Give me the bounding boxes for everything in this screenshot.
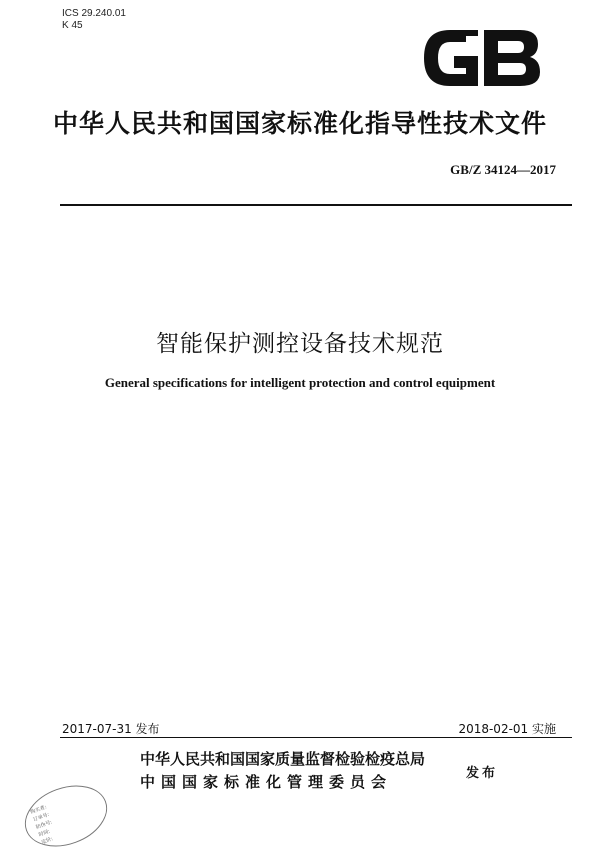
standard-number: GB/Z 34124—2017 — [450, 162, 556, 177]
footer-divider — [60, 737, 572, 738]
classification-codes — [62, 8, 126, 32]
stamp-line-3: 防伪号: — [35, 819, 53, 831]
organization-title: 中华人民共和国国家标准化指导性技术文件 — [52, 109, 547, 138]
purchase-stamp — [20, 778, 112, 848]
stamp-line-1: 购买者: — [29, 804, 48, 816]
gb-logo-b — [484, 30, 540, 86]
gb-logo — [420, 26, 544, 90]
issue-date: 2017-07-31 发布 — [62, 722, 160, 736]
issue-action: 发布 — [466, 766, 499, 781]
document-title-en: General specifications for intelligent protection and control equipment — [104, 375, 496, 390]
stamp-line-5: 定价: — [40, 836, 54, 846]
stamp-line-4: 时间: — [37, 828, 52, 839]
stamp-line-2: 订单号: — [32, 811, 51, 824]
issuer-aqsiq: 中华人民共和国国家质量监督检验检疫总局 — [140, 750, 426, 768]
issuer-sac: 中国国家标准化管理委员会 — [140, 773, 393, 791]
gb-logo-g — [424, 30, 478, 86]
document-title-cn: 智能保护测控设备技术规范 — [156, 331, 444, 357]
ccs-code: K 45 — [62, 20, 83, 31]
ics-code: ICS 29.240.01 — [62, 8, 126, 19]
implementation-date: 2018-02-01 实施 — [458, 722, 556, 736]
header-divider — [60, 204, 572, 206]
